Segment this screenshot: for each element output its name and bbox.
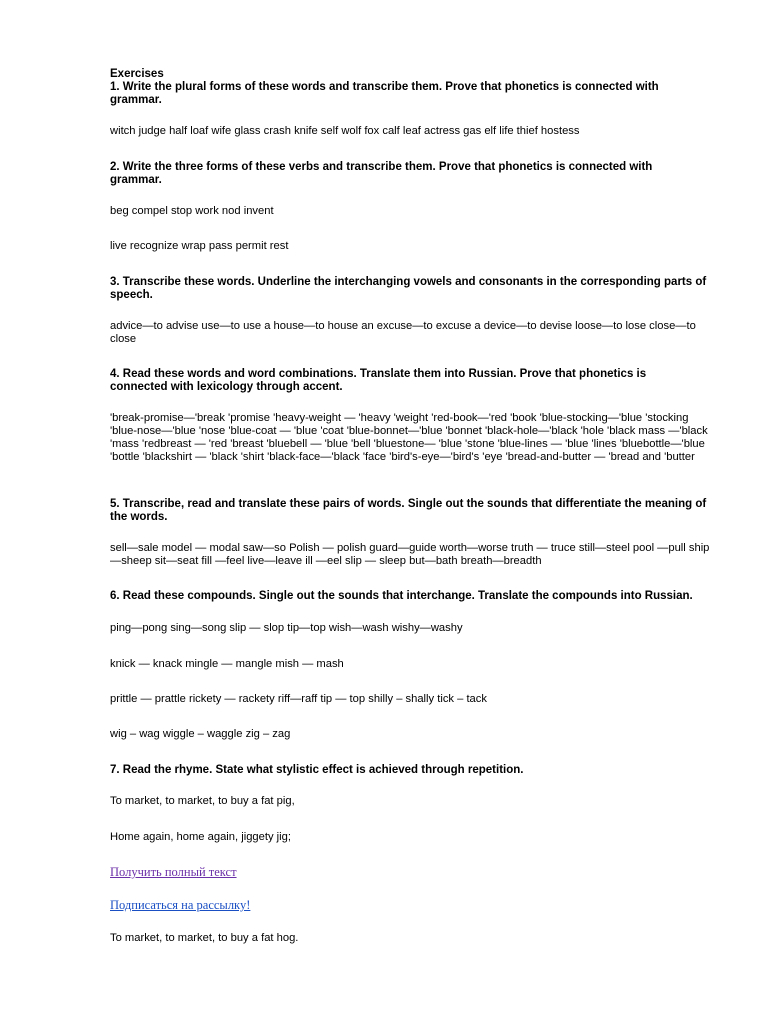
exercise-1-words: witch judge half loaf wife glass crash knife self wolf fox calf leaf actress gas elf life thief hostess <box>110 125 580 137</box>
exercise-6-task: 6. Read these compounds. Single out the sounds that interchange. Translate the compounds into Russian. <box>110 590 693 602</box>
exercise-6-line-1: ping—pong sing—song slip — slop tip—top wish—wash wishy—washy <box>110 622 463 634</box>
exercise-4-task: 4. Read these words and word combinations. Translate them into Russian. Prove that phonetics is connected with lexicology through accent. <box>110 368 647 393</box>
exercise-6-line-2: knick — knack mingle — mangle mish — mash <box>110 658 344 670</box>
exercise-2-task: 2. Write the three forms of these verbs and transcribe them. Prove that phonetics is connected with grammar. <box>110 161 653 186</box>
get-full-text-link[interactable]: Получить полный текст <box>110 865 237 879</box>
exercise-5-task: 5. Transcribe, read and translate these pairs of words. Single out the sounds that differentiate the meaning of the words. <box>110 498 707 523</box>
exercises-heading: Exercises <box>110 68 164 80</box>
exercise-1-task: 1. Write the plural forms of these words and transcribe them. Prove that phonetics is connected with grammar. <box>110 81 659 106</box>
exercise-4-words: 'break-promise—'break 'promise 'heavy-weight — 'heavy 'weight 'red-book—'red 'book 'blue-stocking—'blue 'stocking 'blue-nose—'blue 'nose 'blue-coat — 'blue 'coat 'blue-bonnet—'blue 'bonnet 'black-hole—'black 'hole 'black mass —'black 'mass 'redbreast — 'red 'breast 'bluebell — 'blue 'bell 'bluestone— 'blue 'stone 'blue-lines — 'blue 'lines 'bluebottle—'blue 'bottle 'blackshirt — 'black 'shirt 'black-face—'black 'face 'bird's-eye—'bird's 'eye 'bread-and-butter — 'bread and 'butter <box>110 412 708 463</box>
exercise-2-line-2: live recognize wrap pass permit rest <box>110 240 289 252</box>
exercise-6-line-3: prittle — prattle rickety — rackety riff—raff tip — top shilly – shally tick – tack <box>110 693 487 705</box>
rhyme-line-3: To market, to market, to buy a fat hog. <box>110 932 299 944</box>
exercise-3-words: advice—to advise use—to use a house—to house an excuse—to excuse a device—to devise loose—to lose close—to close <box>110 320 696 345</box>
exercise-7-task: 7. Read the rhyme. State what stylistic effect is achieved through repetition. <box>110 764 524 776</box>
rhyme-line-2: Home again, home again, jiggety jig; <box>110 831 291 843</box>
rhyme-line-1: To market, to market, to buy a fat pig, <box>110 795 295 807</box>
exercise-2-line-1: beg compel stop work nod invent <box>110 205 274 217</box>
exercise-6-line-4: wig – wag wiggle – waggle zig – zag <box>110 728 291 740</box>
subscribe-link[interactable]: Подписаться на рассылку! <box>110 898 251 912</box>
exercise-5-words: sell—sale model — modal saw—so Polish — polish guard—guide worth—worse truth — truce still—steel pool —pull ship—sheep sit—seat fill —feel live—leave ill —eel slip — sleep but—bath breath—breadth <box>110 542 710 567</box>
exercise-3-task: 3. Transcribe these words. Underline the interchanging vowels and consonants in the corresponding parts of speech. <box>110 276 707 301</box>
